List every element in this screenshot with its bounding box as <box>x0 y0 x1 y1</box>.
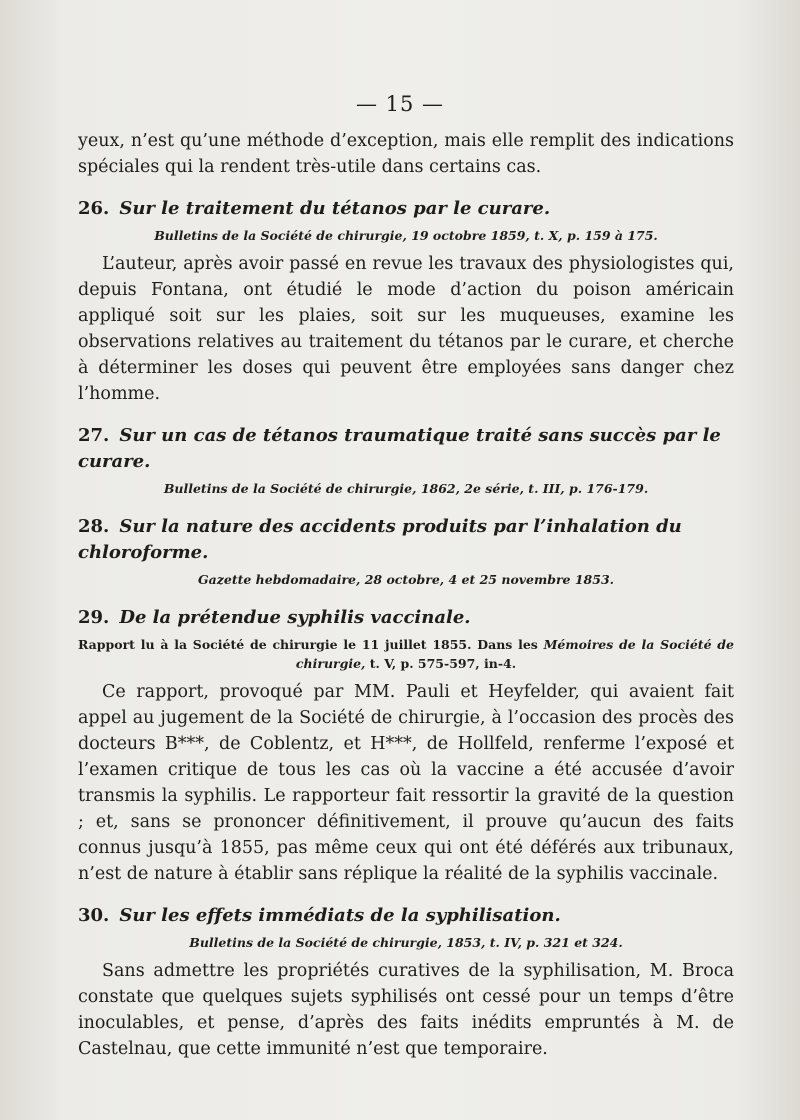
entry-number: 26. <box>78 198 110 219</box>
entry-29 <box>78 605 734 887</box>
reference-suffix: t. V, p. 575-597, in-4. <box>365 656 517 671</box>
entry-28 <box>78 514 734 589</box>
entry-27 <box>78 423 734 498</box>
entry-title: Sur un cas de tétanos traumatique traité sans succès par le curare. <box>78 425 721 472</box>
entry-heading <box>78 514 734 566</box>
reference-prefix: Rapport lu à la Société de chirurgie le 11 juillet 1855. Dans les <box>78 637 544 652</box>
entry-title: Sur la nature des accidents produits par l’inhalation du chloroforme. <box>78 516 682 563</box>
entry-heading <box>78 605 734 631</box>
entry-title: De la prétendue syphilis vaccinale. <box>119 607 471 628</box>
entry-26 <box>78 196 734 407</box>
reference-journal: Mémoires de la Société de chirurgie, <box>295 637 734 671</box>
entry-reference: Bulletins de la Société de chirurgie, 19 octobre 1859, t. X, p. 159 à 175. <box>154 228 658 243</box>
entry-text: Sans admettre les propriétés curatives de la syphilisation, M. Broca constate que quelques sujets syphilisés ont cessé pour un temps d’être inoculables, et pense, d’après des faits inédits empruntés à M. de Castelnau, que cette immunité n’est que temporaire. <box>78 961 734 1059</box>
page-body <box>78 128 734 1062</box>
entry-heading <box>78 423 734 475</box>
entry-title: Sur le traitement du tétanos par le curare. <box>119 198 551 219</box>
entry-text: Ce rapport, provoqué par MM. Pauli et Heyfelder, qui avaient fait appel au jugement de la Société de chirurgie, à l’occasion des procès des docteurs B***, de Coblentz, et H***, de Hollfeld, renferme l’exposé et l’examen critique de tous les cas où la vaccine a été accusée d’avoir transmis la syphilis. Le rapporteur fait ressortir la gravité de la question ; et, sans se prononcer définitivement, il prouve qu’aucun des faits connus jusqu’à 1855, pas même ceux qui ont été déférés aux tribunaux, n’est de nature à établir sans réplique la réalité de la syphilis vaccinale. <box>78 682 734 884</box>
entry-reference: Bulletins de la Société de chirurgie, 1862, 2e série, t. III, p. 176-179. <box>163 481 649 496</box>
entry-title: Sur les effets immédiats de la syphilisation. <box>119 905 561 926</box>
entry-number: 29. <box>78 607 110 628</box>
intro-paragraph: yeux, n’est qu’une méthode d’exception, mais elle remplit des indications spéciales qui la rendent très-utile dans certains cas. <box>78 131 734 177</box>
page-number: — 15 — <box>355 92 445 116</box>
entry-text: L’auteur, après avoir passé en revue les travaux des physiologistes qui, depuis Fontana, ont étudié le mode d’action du poison américain appliqué soit sur les plaies, soit sur les muqueuses, examine les observations relatives au traitement du tétanos par le curare, et cherche à déterminer les doses qui peuvent être employées sans danger chez l’homme. <box>78 254 734 404</box>
entry-heading <box>78 903 734 929</box>
entry-30 <box>78 903 734 1062</box>
entry-reference: Bulletins de la Société de chirurgie, 1853, t. IV, p. 321 et 324. <box>189 935 623 950</box>
entry-reference: Gazette hebdomadaire, 28 octobre, 4 et 25 novembre 1853. <box>198 572 614 587</box>
entry-number: 28. <box>78 516 110 537</box>
entry-reference <box>78 635 734 673</box>
entry-heading <box>78 196 734 222</box>
entry-number: 27. <box>78 425 110 446</box>
entry-number: 30. <box>78 905 110 926</box>
